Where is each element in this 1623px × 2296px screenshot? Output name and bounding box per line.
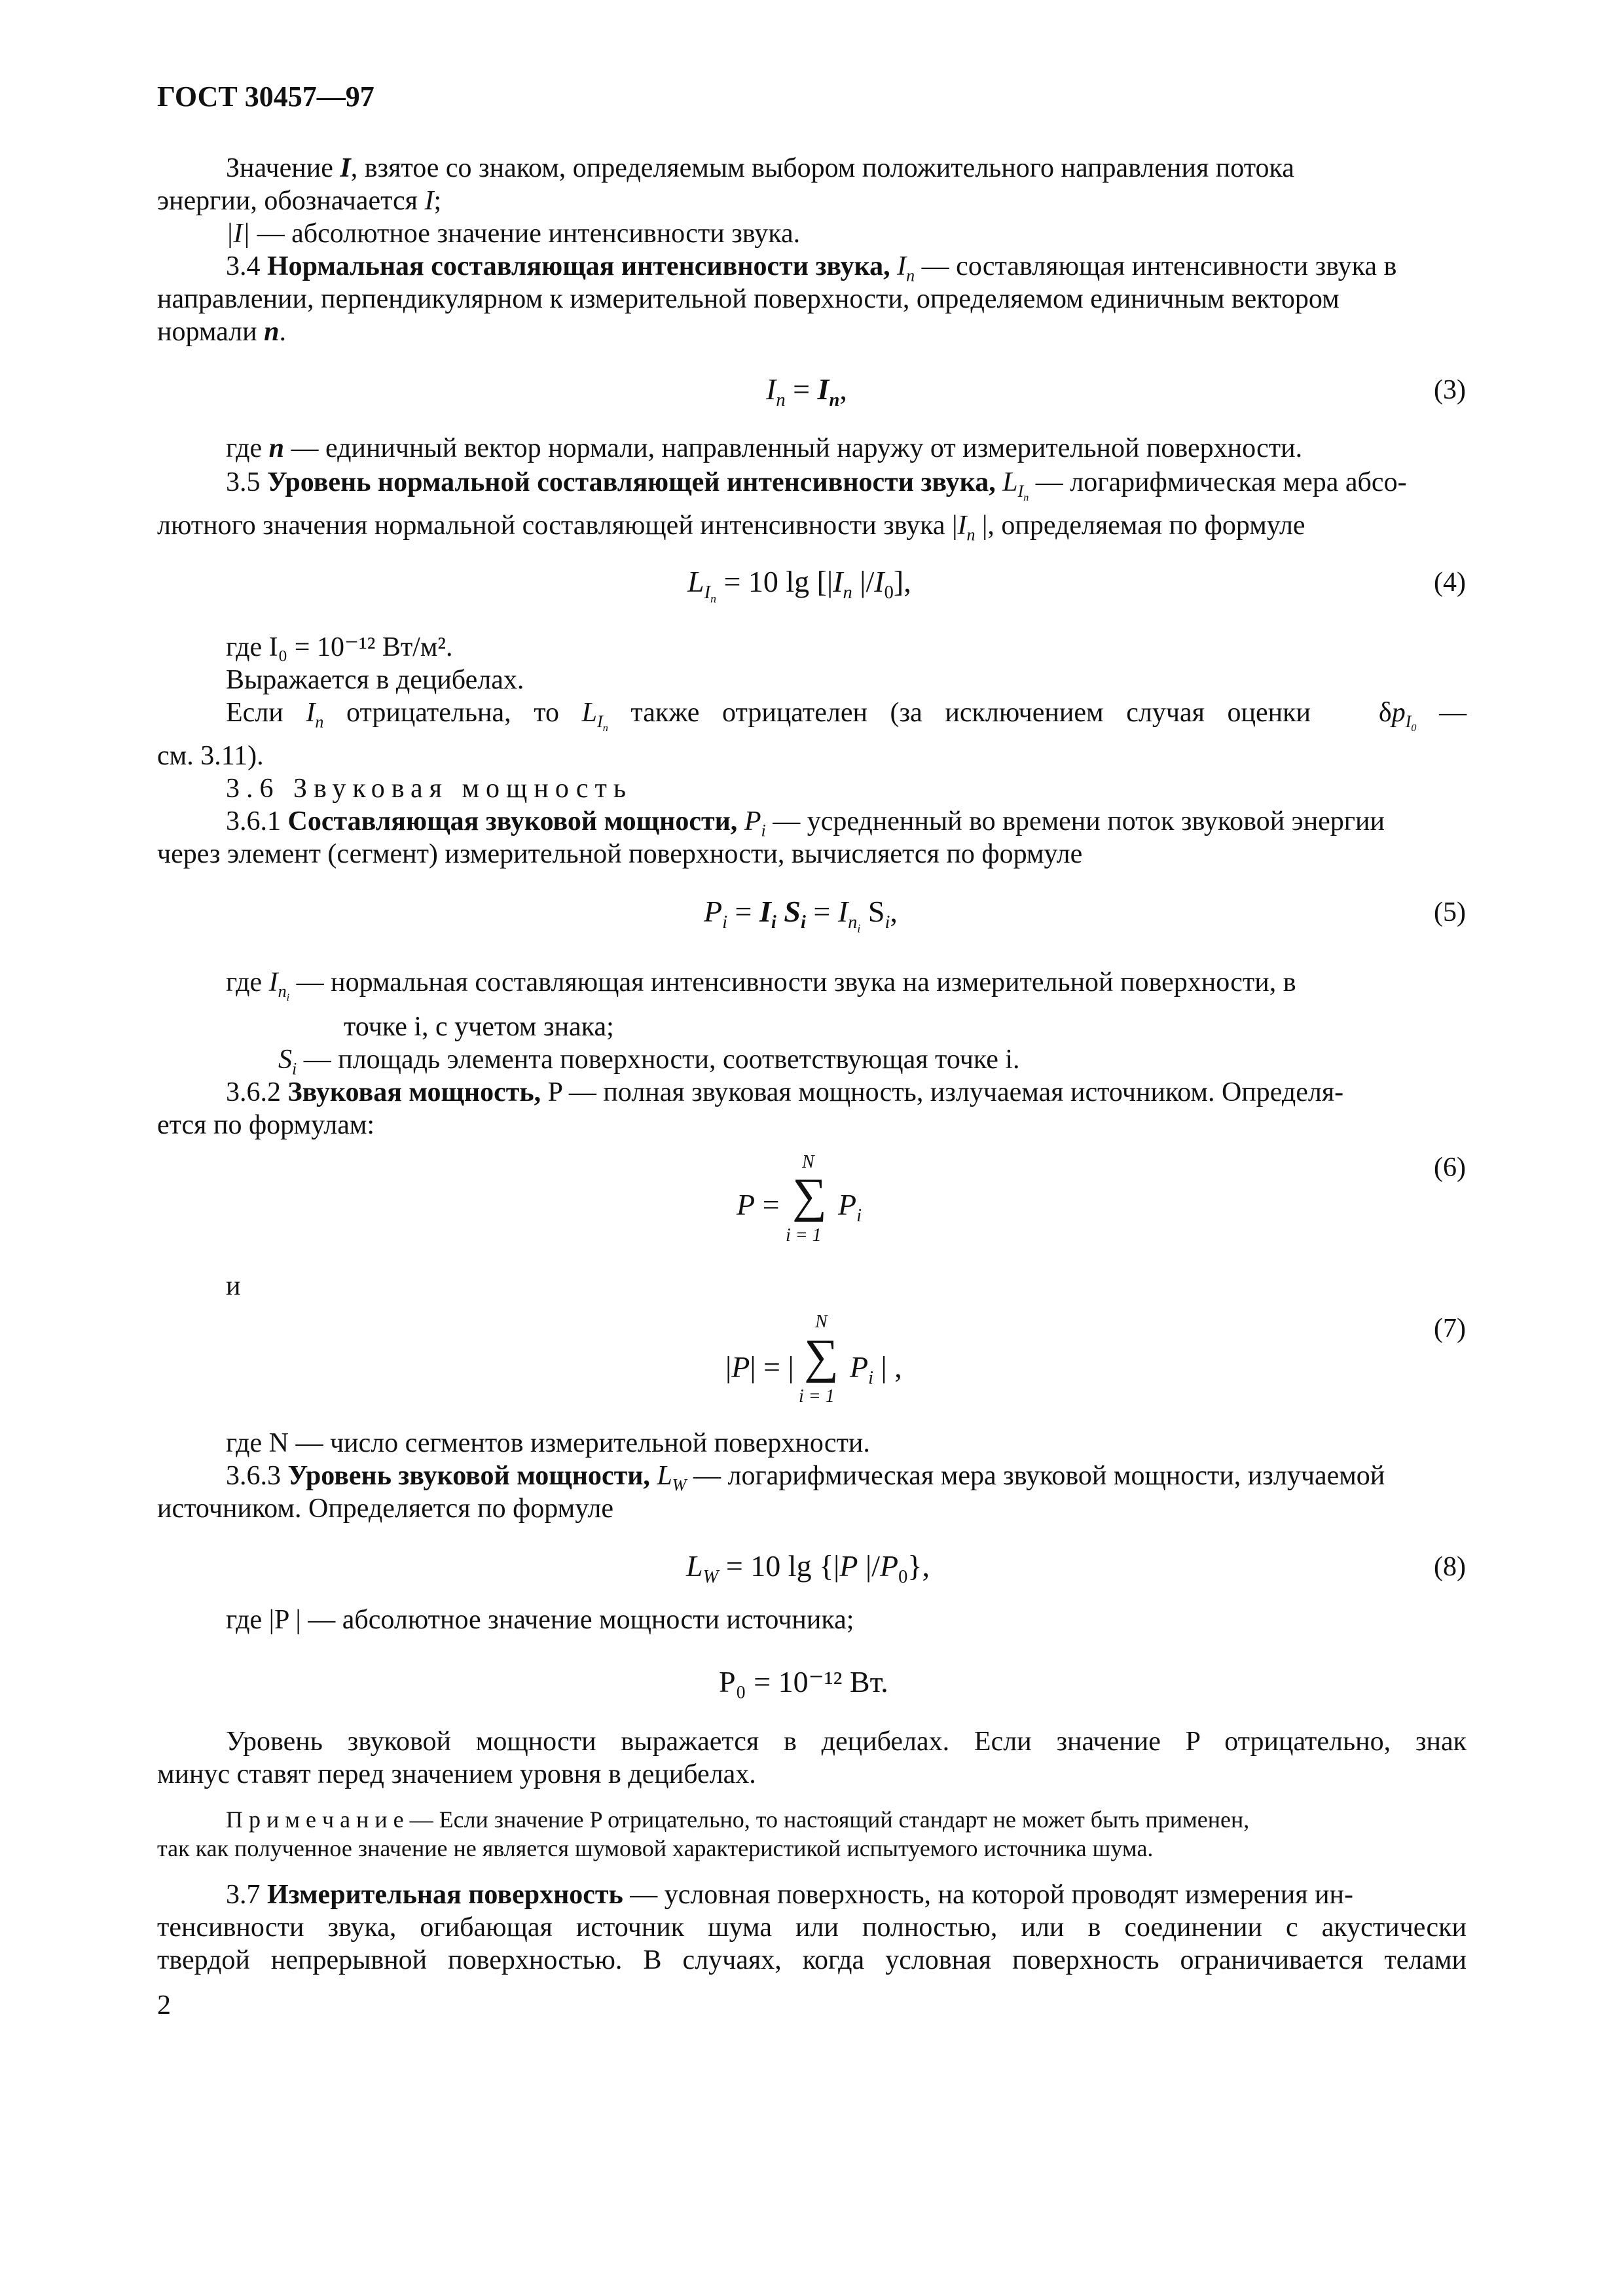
symbol: n bbox=[268, 433, 285, 463]
symbol: I bbox=[340, 153, 351, 183]
text: направлении, перпендикулярном к измерительной поверхности, определяемом единичным вектором bbox=[157, 284, 1340, 314]
text: где bbox=[226, 433, 269, 463]
subscript: n bbox=[906, 266, 915, 285]
text: энергии, обозначается bbox=[157, 186, 425, 216]
paragraph-line: через элемент (сегмент) измерительной поверхности, вычисляется по формуле bbox=[157, 839, 1083, 869]
text: лютного значения нормальной составляющей интенсивности звука | bbox=[157, 511, 958, 541]
section-number: 3.6.3 bbox=[226, 1461, 288, 1491]
paragraph-line: где I₀ = 10⁻¹² Вт/м². bbox=[226, 632, 453, 662]
paragraph-line: где |P | — абсолютное значение мощности источника; bbox=[226, 1605, 854, 1635]
section-title: Составляющая звуковой мощности, bbox=[287, 806, 738, 836]
paragraph-line bbox=[157, 283, 1467, 315]
note-line: так как полученное значение не является шумовой характеристикой испытуемого источника шума. bbox=[157, 1835, 1154, 1861]
paragraph-line bbox=[226, 152, 1467, 185]
text: отрицательна, то bbox=[346, 698, 560, 728]
paragraph-line: твердой непрерывной поверхностью. В случаях, когда условная поверхность ограничивается телами bbox=[157, 1945, 1467, 1975]
text: — абсолютное значение интенсивности звука. bbox=[250, 219, 801, 249]
section-3-6-2-line bbox=[226, 1076, 1467, 1109]
formula-4: $L_{I_n} = 10$ $\lg [|I_n$ $|/I_0$], bbox=[687, 565, 911, 605]
paragraph-line: минус ставят перед значением уровня в децибелах. bbox=[157, 1759, 756, 1789]
text: — площадь элемента поверхности, соответствующая точке i. bbox=[303, 1045, 1020, 1075]
paragraph-line: лютного значения нормальной составляющей интенсивности звука $|I_n$ |, определяемая по формуле bbox=[157, 511, 1305, 545]
paragraph-line bbox=[226, 432, 1467, 465]
section-3-4-line bbox=[226, 250, 1467, 283]
section-3-6-1-line: 3.6.1 Составляющая звуковой мощности, $P_i$ — усредненный во времени поток звуковой энергии bbox=[226, 806, 1385, 840]
text: где bbox=[226, 967, 263, 997]
equation-number: (5) bbox=[1434, 897, 1466, 927]
text: — единичный вектор нормали, направленный наружу от измерительной поверхности. bbox=[284, 433, 1303, 463]
text: — логарифмическая мера абсо- bbox=[1029, 467, 1407, 497]
equation-number: (8) bbox=[1434, 1552, 1466, 1582]
section-3-6-3-line: 3.6.3 Уровень звуковой мощности, $L_W$ — логарифмическая мера звуковой мощности, излучаемой bbox=[226, 1461, 1385, 1495]
equation-number: (4) bbox=[1434, 567, 1466, 598]
symbol: I bbox=[890, 251, 907, 281]
text: |, определяемая по формуле bbox=[975, 511, 1305, 541]
paragraph-line: и bbox=[226, 1271, 241, 1301]
paragraph-line bbox=[226, 217, 1467, 250]
equation-number: (3) bbox=[1434, 375, 1466, 405]
section-number: 3.6.1 bbox=[226, 806, 288, 836]
text: — нормальная составляющая интенсивности звука на измерительной поверхности, в bbox=[296, 967, 1296, 997]
paragraph-line bbox=[157, 315, 1467, 348]
text: Значение bbox=[226, 153, 340, 183]
text: . bbox=[279, 317, 286, 347]
section-title: Уровень нормальной составляющей интенсивности звука, bbox=[267, 467, 996, 497]
text: также отрицателен (за исключением случая оценки bbox=[630, 698, 1311, 728]
section-number: 3.6.2 bbox=[226, 1077, 288, 1107]
symbol: I bbox=[424, 186, 434, 216]
paragraph-line: см. 3.11). bbox=[157, 741, 264, 771]
paragraph-line: Если $I_n$ отрицательна, то $L_{I_n}$ также отрицателен (за исключением случая оценки $\delta p_{I_0}$ — bbox=[226, 698, 1467, 734]
text: ; bbox=[433, 186, 442, 216]
text: , взятое со знаком, определяемым выбором положительного направления потока bbox=[350, 153, 1294, 183]
section-number: 3.5 bbox=[226, 467, 267, 497]
text: Если bbox=[226, 698, 283, 728]
paragraph-line: ется по формулам: bbox=[157, 1110, 375, 1140]
paragraph-line: где N — число сегментов измерительной поверхности. bbox=[226, 1428, 870, 1458]
formula-3: $I_n = I_n$, bbox=[766, 372, 847, 411]
text: — условная поверхность, на которой проводят измерения ин- bbox=[623, 1880, 1354, 1910]
section-number: 3.4 bbox=[226, 251, 267, 281]
paragraph-line bbox=[157, 185, 1467, 217]
formula-5: $P_i = I_i$ $S_i = I_{n_i}$ $S_i$, bbox=[704, 895, 898, 935]
text: — bbox=[1439, 698, 1467, 728]
equation-number: (6) bbox=[1434, 1153, 1466, 1183]
note-label: П р и м е ч а н и е bbox=[226, 1806, 404, 1833]
paragraph-line: $S_i$ — площадь элемента поверхности, соответствующая точке i. bbox=[278, 1045, 1020, 1079]
formula-8: $L_W = 10$ lg {|P $|/P_0$}, bbox=[686, 1549, 930, 1588]
paragraph-line: источником. Определяется по формуле bbox=[157, 1494, 613, 1524]
paragraph-line: Выражается в децибелах. bbox=[226, 665, 524, 695]
text: — Если значение P отрицательно, то настоящий стандарт не может быть применен, bbox=[403, 1806, 1250, 1833]
section-title: Нормальная составляющая интенсивности звука, bbox=[267, 251, 890, 281]
section-title: Звуковая мощность, bbox=[287, 1077, 541, 1107]
symbol: |I| bbox=[226, 219, 251, 249]
section-3-5-line: 3.5 Уровень нормальной составляющей интенсивности звука, $L_{I_n}$ — логарифмическая мера абсо- bbox=[226, 467, 1407, 504]
text: — составляющая интенсивности звука в bbox=[915, 251, 1397, 281]
text: — усредненный во времени поток звуковой энергии bbox=[765, 806, 1385, 836]
section-title: Измерительная поверхность bbox=[267, 1880, 623, 1910]
document-header: ГОСТ 30457—97 bbox=[157, 81, 374, 113]
section-3-6-heading: 3.6 Звуковая мощность bbox=[226, 774, 633, 804]
paragraph-line: где $I_{n_i}$ — нормальная составляющая интенсивности звука на измерительной поверхности, в bbox=[226, 967, 1296, 1004]
text: нормали bbox=[157, 317, 264, 347]
section-title: Уровень звуковой мощности, bbox=[287, 1461, 650, 1491]
symbol: n bbox=[264, 317, 280, 347]
text: P — полная звуковая мощность, излучаемая источником. Определя- bbox=[541, 1077, 1344, 1107]
text: — логарифмическая мера звуковой мощности, излучаемой bbox=[686, 1461, 1385, 1491]
paragraph-line: тенсивности звука, огибающая источник шума или полностью, или в соединении с акустически bbox=[157, 1912, 1467, 1943]
equation-number: (7) bbox=[1434, 1314, 1466, 1344]
page-number: 2 bbox=[157, 1990, 171, 2020]
section-number: 3.7 bbox=[226, 1880, 267, 1910]
formula-p0: P₀ = 10⁻¹² Вт. bbox=[719, 1665, 888, 1698]
document-page: ГОСТ 30457—97 Значение I, взятое со знаком, определяемым выбором положительного направления потока энергии, обозначается I; |I| — абсолютное значение интенсивности звука. 3.4 Нормальная составляющая интенсивности звука, $I_n$ — составляющая интенсивности звука в направлении, перпендикулярном к измерительной поверхности, определяемом единичным вектором нормали n. $I_n = I_n$, (3) где n — единичный вектор нормали, направленный наружу от измерительной поверхности. 3.5 Уровень нормальной составляющей интенсивности звука, $L_{I_n}$ — логарифмическая мера абсо- лютного значения нормальной составляющей интенсивности звука $|I_n$ |, определяемая по формуле $L_{I_n} = 10$ $\lg [|I_n$ $|/I_0$], (4) где I₀ = 10⁻¹² Вт/м². Выражается в децибелах. Если $I_n$ отрицательна, то $L_{I_n}$ также отрицателен (за исключением случая оценки $\delta p_{I_0}$ — см. 3.11). 3.6 Звуковая мощность 3.6.1 Составляющая звуковой мощности, $P_i$ — усредненный во времени поток звуковой энергии через элемент (сегмент) измерительной поверхности, вычисляется по формуле $P_i = I_i$ $S_i = I_{n_i}$ $S_i$, (5) где $I_{n_i}$ — нормальная составляющая интенсивности звука на измерительной поверхности, в точке i, с учетом знака; $S_i$ — площадь элемента поверхности, соответствующая точке i. 3.6.2 Звуковая мощность, P — полная звуковая мощность, излучаемая источником. Определя- ется по формулам: N P = ∑ $P_i$ i = 1 (6) и N |P| = | ∑ $P_i$ | , i = 1 (7) где N — число сегментов измерительной поверхности. 3.6.3 Уровень звуковой мощности, $L_W$ — логарифмическая мера звуковой мощности, излучаемой источником. Определяется по формуле $L_W = 10$ lg {|P $|/P_0$}, (8) где |P | — абсолютное значение мощности источника; P₀ = 10⁻¹² Вт. Уровень звуковой мощности выражается в децибелах. Если значение P отрицательно, знак минус ставят перед значением уровня в децибелах. П р и м е ч а н и е — Если значение P отрицательно, то настоящий стандарт не может быть применен, так как полученное значение не является шумовой характеристикой испытуемого источника шума. 3.7 Измерительная поверхность — условная поверхность, на которой проводят измерения ин- тенсивности звука, огибающая источник шума или полностью, или в соединении с акустически твердой непрерывной поверхностью. В случаях, когда условная поверхность ограничивается телами 2 bbox=[0, 0, 1623, 2296]
paragraph-line: Уровень звуковой мощности выражается в децибелах. Если значение P отрицательно, знак bbox=[226, 1727, 1467, 1757]
paragraph-line: точке i, с учетом знака; bbox=[344, 1012, 614, 1042]
section-3-7-line bbox=[226, 1878, 1467, 1911]
note-line bbox=[226, 1805, 1467, 1834]
